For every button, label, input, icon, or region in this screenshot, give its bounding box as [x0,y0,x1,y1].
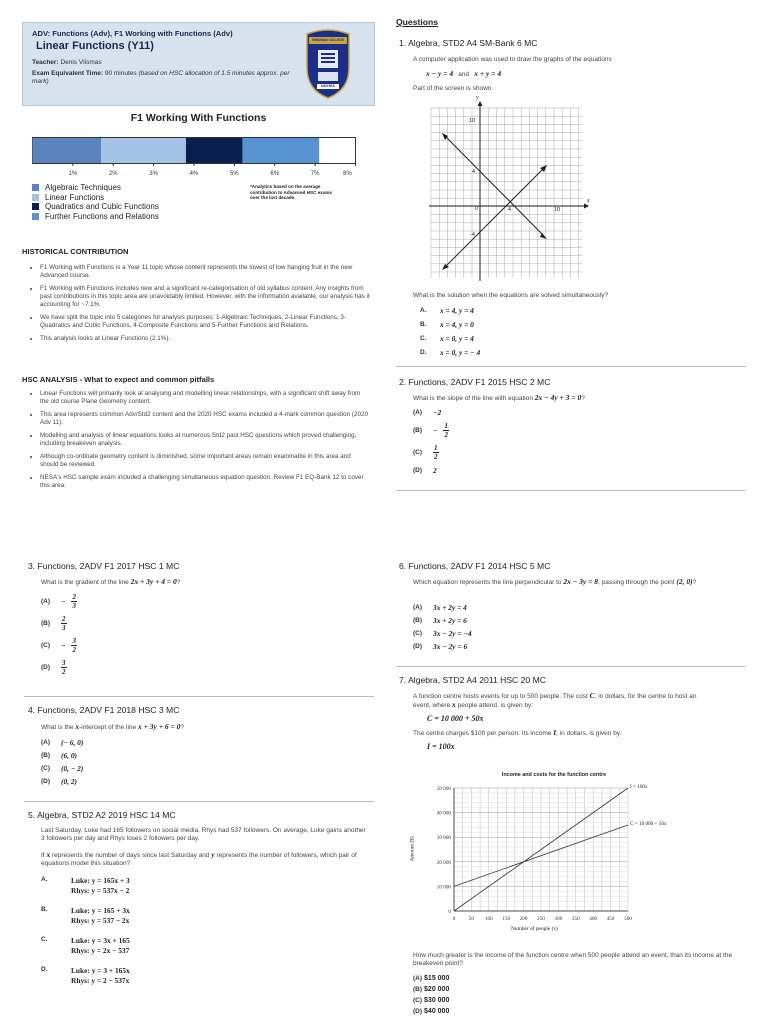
q7-title: 7. Algebra, STD2 A4 2011 HSC 20 MC [399,675,546,685]
x-tick-label: 8% [343,171,352,177]
variable: x [46,850,51,859]
y-tick-label: 10 000 [436,884,451,891]
mc-option[interactable] [41,777,83,786]
q6-title: 6. Functions, 2ADV F1 2014 HSC 5 MC [399,561,551,571]
equation: Luke: y = 165 + 3x [71,906,130,915]
variable: x [452,700,456,709]
list-item: • Linear Functions will primarily look at analysing and modelling linear relationships, with a significant shift away from the old course Plane Geometry content. [40,390,370,406]
question-mark: ? [180,724,185,731]
q5-title: 5. Algebra, STD2 A2 2019 HSC 14 MC [28,810,176,820]
q5-para1: Last Saturday, Luke had 165 followers on social media. Rhys had 537 followers. On average, Luke gains another 3 followers per day and Rhys loses 2 followers per day. [41,827,366,842]
variable: x [75,722,80,731]
q3-title: 3. Functions, 2ADV F1 2017 HSC 1 MC [28,561,180,571]
mc-option[interactable] [413,466,449,475]
mc-option[interactable] [413,997,449,1004]
equation: 2x − 3y = 8 [563,577,598,586]
q1-graph [424,95,592,284]
option-text: x = 4, y = 0 [440,320,474,329]
logo-bottom-text: NKIHHA [321,84,335,88]
option-letter: (A) [41,739,51,746]
q1-part-text: Part of the screen is shown. [413,85,494,92]
x-tick-label: 300 [554,916,563,922]
option-text [71,876,130,896]
legend-item [32,183,159,193]
fraction [71,593,77,610]
option-letter: (C) [413,997,423,1004]
tick-label: 0 [475,206,479,212]
divider [24,801,374,802]
denominator: 3 [72,602,76,610]
fraction [443,422,449,439]
list-item: • We have split the topic into 5 categories for analysis purposes: 1-Algebraic Techniques, 2-Linear Functions, 3-Quadratics and Cubic Functions, 4-Composite Functions and 5-Further Functions and Relations. [40,314,370,330]
mc-option[interactable] [41,936,130,956]
x-tick-label: 1% [68,171,78,177]
x-tick-label: 50 [468,916,474,922]
option-text: x = 0, y = 4 [440,334,474,343]
list-item: • Modelling and analysis of linear equations looks at numerous Std2 past HSC questions which proved challenging, including breakeven analysis. [40,432,370,448]
x-tick-label: 5% [230,171,239,177]
question-mark: ? [692,579,697,586]
mc-option[interactable] [413,616,472,625]
mc-option[interactable] [420,348,480,357]
option-sign: − [61,641,66,650]
q7-options [413,975,449,1019]
x-tick-label: 7% [310,171,320,177]
option-letter: C. [420,335,427,342]
mc-option[interactable] [41,876,130,896]
mc-option[interactable] [41,966,130,986]
x-tick-label: 6% [270,171,280,177]
mc-option[interactable] [413,1008,449,1015]
q7-chart-svg [414,768,694,940]
option-text: x = 0, y = − 4 [440,348,481,357]
legend-label: Linear Functions [45,192,105,202]
x-tick-label: 350 [571,916,580,922]
option-text: x = 4, y = 4 [440,306,474,315]
q4-title: 4. Functions, 2ADV F1 2018 HSC 3 MC [28,705,180,715]
q7-para2 [413,729,622,738]
q1-graph-svg [424,98,592,284]
equation: Luke: y = 165x + 3 [71,876,130,885]
mc-option[interactable] [41,751,83,760]
option-text: (6, 0) [61,751,78,760]
x-tick-label: 250 [537,916,545,922]
option-text: 3x + 2y = 6 [433,616,467,625]
option-text: 2 [433,466,437,475]
x-tick-label: 4% [189,171,199,177]
text: A function centre hosts events for up to 500 people. The cost [413,693,588,700]
q1-equations [426,69,501,79]
equation: x + y = 4 [474,69,502,78]
legend-swatch [32,184,39,191]
x-tick-label: 200 [519,916,528,922]
legend-item [32,202,159,212]
mc-option[interactable] [413,422,449,439]
axis-label-y: y [476,95,479,101]
q7-chart-title: Income and costs for the function centre [501,772,607,778]
q1-ask: What is the solution when the equations are solved simultaneously? [413,292,609,299]
q7-ylabel: Amount ($) [409,836,416,862]
q4-ask [41,723,184,732]
y-tick-label: 50 000 [436,786,451,792]
y-tick-label: 30 000 [436,835,451,842]
mc-option[interactable] [41,764,83,773]
question-mark: ? [581,395,585,402]
legend-swatch [32,203,39,210]
option-letter: (D) [41,664,51,671]
hsc-list [20,390,370,495]
option-text [71,966,130,986]
mc-option[interactable] [41,906,130,926]
ask-text: -intercept of the line [79,724,137,731]
option-letter: (C) [41,765,51,772]
fraction [433,444,439,461]
q1-options [420,306,480,362]
q7-cost-equation: C = 10 000 + 50x [427,714,484,723]
option-text: 3x − 2y = −4 [433,629,472,638]
legend-label: Further Functions and Relations [45,211,159,221]
bar-chart-svg [32,137,356,179]
historical-list [20,264,370,348]
option-text: $15 000 [424,975,450,982]
option-text: $20 000 [424,986,450,993]
logo-top-text: WINDMAN COLLEGE [311,38,345,42]
equation: Rhys: y = 537x − 2 [71,886,130,895]
variable: C [589,691,595,700]
bar-chart [32,137,356,179]
equation: Rhys: y = 2x − 537 [71,946,130,955]
q2-options [413,408,449,480]
equation: x − y = 4 [426,69,454,78]
bar-segment [242,138,319,163]
text: , in dollars, for the centre to host an event, where [413,693,697,709]
option-text: (− 6, 0) [61,738,84,747]
y-tick-label: 20 000 [436,859,451,866]
q5-para2 [41,851,366,868]
y-tick-label: 0 [448,909,451,915]
q3-ask [41,578,180,587]
historical-heading: HISTORICAL CONTRIBUTION [22,247,129,256]
mc-option[interactable] [413,642,472,651]
q7-xlabel: Number of people (x) [511,926,558,932]
bar-segment [186,138,243,163]
numerator: 1 [434,444,438,452]
text: represents the number of followers, which pair of equations model this situation? [41,852,357,867]
option-letter: D. [420,349,427,356]
list-item: • Although co-ordinate geometry content is diminished, some important areas remain examinable in this area and should be reviewed. [40,453,370,469]
time-label: Exam Equivalent Time: [32,70,104,77]
bar-segment [101,138,186,163]
mc-option[interactable] [413,603,472,612]
axis-label-x: x [587,198,590,204]
x-tick-label: 100 [484,916,493,922]
mc-option[interactable] [413,629,472,638]
mc-option[interactable] [41,659,77,676]
question-mark: ? [176,579,181,586]
option-letter: (B) [413,427,423,434]
time-note: (based on HSC allocation of 1.5 minutes approx. per mark) [32,70,290,85]
text: If [41,852,45,859]
equation: Luke: y = 3 + 165x [71,966,130,975]
list-item: • This analysis looks at Linear Functions (2.1%). [40,335,370,343]
tick-label: 10 [469,118,476,124]
questions-heading: Questions [396,17,439,27]
equation: Rhys: y = 2 − 537x [71,976,130,985]
option-letter: (D) [41,778,51,785]
q4-options [41,738,83,790]
divider [396,490,746,491]
y-tick-label: 40 000 [436,810,451,817]
header-subject: ADV: Functions (Adv), F1 Working with Functions (Adv) [32,29,233,38]
header-title: Linear Functions (Y11) [36,40,154,52]
q1-title: 1. Algebra, STD2 A4 SM-Bank 6 MC [399,38,538,48]
option-letter: (D) [413,1008,423,1015]
option-letter: B. [420,321,427,328]
fraction [61,615,67,632]
option-text [71,906,130,926]
text: The centre charges $100 per person. Its income [413,730,552,737]
legend-swatch [32,194,39,201]
option-letter: (C) [413,630,423,637]
option-text: (0, 2) [61,777,78,786]
hsc-heading: HSC ANALYSIS - What to expect and common pitfalls [22,375,215,384]
x-tick-label: 150 [502,916,511,922]
fraction [61,659,67,676]
option-letter: (A) [413,409,423,416]
x-tick-label: 450 [606,916,615,922]
denominator: 2 [72,646,76,654]
time-line [32,70,302,86]
legend-swatch [32,213,39,220]
option-letter: (B) [413,986,423,993]
option-letter: B. [41,906,48,913]
tick-label: 4 [508,207,512,213]
ask-text: What is the slope of the line with equation [413,395,533,402]
q7-line-label-income: I = 100x [630,784,648,790]
option-letter: (B) [41,620,51,627]
numerator: 3 [62,659,66,667]
ask-text: Which equation represents the line perpendicular to [413,579,562,586]
numerator: 2 [62,615,66,623]
option-text: (0, − 2) [61,764,84,773]
legend-label: Quadratics and Cubic Functions [45,202,159,211]
option-letter: (C) [41,642,51,649]
list-item: • F1 Working with Functions includes new and a significant re-categorisation of old syllabus content. Any insights from past contributions in this topic area are unavoidably limited. However, with the information available, our analysis has it accounting for ~7.1%. [40,285,370,309]
mc-option[interactable] [413,986,449,993]
teacher-name: Denis Vlismas [60,59,102,66]
equation: Luke: y = 3x + 165 [71,936,130,945]
denominator: 2 [434,453,438,461]
q3-options [41,593,77,681]
variable: y [211,850,215,859]
text: , in dollars, is given by: [556,730,622,737]
option-text: $30 000 [424,997,450,1004]
option-letter: (D) [413,643,423,650]
mc-option[interactable] [420,334,480,343]
header-box [22,22,375,106]
option-letter: (B) [413,617,423,624]
ask-text: What is the gradient of the line [41,579,129,586]
text: people attend, is given by: [457,702,534,709]
denominator: 2 [444,431,448,439]
option-letter: (A) [413,604,423,611]
point: (2, 0) [676,577,693,586]
denominator: 3 [62,624,66,632]
fraction [71,637,77,654]
denominator: 2 [62,668,66,676]
bar-segment [33,138,102,163]
mc-option[interactable] [413,975,449,982]
list-item: • This area represents common Adv/Std2 content and the 2020 HSC exams included a 4-mark common question (2020 Adv 11). [40,411,370,427]
legend-item [32,193,159,203]
text: represents the number of days since last Saturday and [52,852,210,859]
option-letter: C. [41,936,48,943]
and-text: and [458,71,470,78]
x-tick-label: 3% [149,171,158,177]
q6-options [413,603,472,655]
q1-intro: A computer application was used to draw the graphs of the equations [413,56,612,63]
option-text: 3x − 2y = 6 [433,642,468,651]
mc-option[interactable] [41,615,77,632]
option-letter: (B) [41,752,51,759]
equation: x + 3y + 6 = 0 [137,722,181,731]
chart-title: F1 Working With Functions [130,112,267,124]
option-letter: (A) [41,598,51,605]
divider [24,696,374,697]
option-sign: − [61,597,66,606]
equation: Rhys: y = 537 − 2x [71,916,130,925]
equation: 2x + 3y + 4 = 0 [130,577,177,586]
q7-line-label-cost: C = 10 000 + 50x [630,821,667,827]
q5-options [41,876,130,996]
option-text: $40 000 [424,1008,450,1015]
time-value: 90 minutes [104,70,137,77]
teacher-label: Teacher: [32,59,59,66]
q2-title: 2. Functions, 2ADV F1 2015 HSC 2 MC [399,377,551,387]
option-text: −2 [433,408,442,417]
legend-label: Algebraic Techniques [45,183,121,192]
divider [396,666,746,667]
option-letter: D. [41,966,48,973]
mc-option[interactable] [41,593,77,610]
mc-option[interactable] [420,306,480,315]
divider [396,366,746,367]
q6-ask [413,578,743,587]
mc-option[interactable] [420,320,480,329]
option-sign: − [433,426,438,435]
x-tick-label: 2% [108,171,118,177]
q7-para1 [413,692,713,710]
numerator: 2 [72,593,76,601]
tick-label: -4 [470,232,475,238]
tick-label: 10 [554,207,561,213]
option-letter: A. [41,876,48,883]
chart-legend [32,183,159,221]
numerator: 1 [444,422,448,430]
option-text: 3x + 2y = 4 [433,603,467,612]
q2-ask [413,394,585,403]
numerator: 3 [72,637,76,645]
q7-income-equation: I = 100x [427,742,455,751]
x-tick-label: 0 [452,916,456,922]
mc-option[interactable] [41,738,83,747]
x-tick-label: 500 [624,916,632,922]
option-letter: (A) [413,975,423,982]
option-letter: (D) [413,467,423,474]
mc-option[interactable] [413,408,449,417]
mc-option[interactable] [41,637,77,654]
legend-item [32,212,159,222]
ask-text: , passing through the point [597,579,675,586]
x-tick-label: 400 [589,916,598,922]
q7-chart [409,768,694,940]
equation: 2x − 4y + 3 = 0 [534,393,582,402]
option-letter: A. [420,307,427,314]
variable: I [553,728,557,737]
list-item: • NESA's HSC sample exam included a challenging simultaneous equation question. Review F1 EQ-Bank 12 to cover this area. [40,474,370,490]
ask-text: What is the [41,724,74,731]
option-letter: (C) [413,449,423,456]
college-logo [305,28,351,100]
chart-note: *Analytics based on the average contribution to Advanced HSC exams over the last decade. [250,184,333,201]
q7-ask: How much greater is the income of the function centre when 500 people attend an event, than its income at the breakeven point? [413,952,733,967]
teacher-line [32,59,102,67]
option-text [71,936,130,956]
mc-option[interactable] [413,444,449,461]
tick-label: 4 [472,169,476,175]
list-item: • F1 Working with Functions is a Year 11 topic whose content represents the lowest of low hanging fruit in the new Advanced course. [40,264,370,280]
